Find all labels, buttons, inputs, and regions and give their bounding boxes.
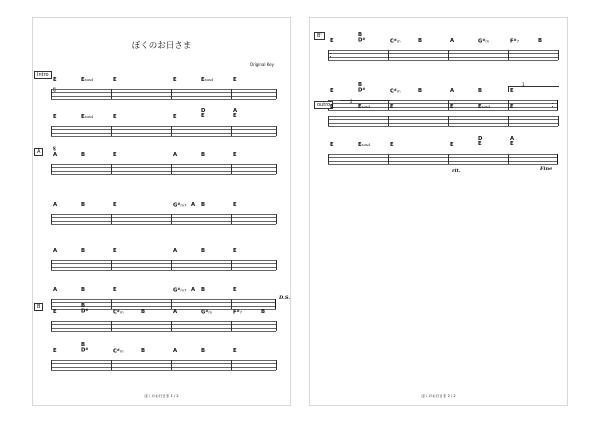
chord-B: B bbox=[81, 202, 86, 208]
chord-E: E bbox=[450, 104, 454, 110]
fine-mark: Fine bbox=[540, 166, 553, 172]
chord-A: A bbox=[191, 202, 196, 208]
chord-B-over-Ds: B D# bbox=[358, 32, 366, 44]
staff-system-7 bbox=[51, 303, 276, 331]
chord-B: B bbox=[201, 348, 206, 354]
chord-E: E bbox=[510, 104, 514, 110]
staff-system-3 bbox=[51, 152, 276, 174]
chord-E: E bbox=[390, 104, 394, 110]
chord-B: B bbox=[201, 202, 206, 208]
chord-B: B bbox=[141, 309, 146, 315]
chord-E: E bbox=[113, 287, 117, 293]
chord-E: E bbox=[53, 77, 57, 83]
chord-D-over-E: D E bbox=[201, 108, 206, 120]
chord-E: E bbox=[330, 104, 334, 110]
chord-A-over-E: A E bbox=[510, 136, 515, 148]
chord-A: A bbox=[191, 287, 196, 293]
chord-B-over-Ds: B D# bbox=[81, 303, 89, 315]
chord-A: A bbox=[173, 348, 178, 354]
original-key-label: Original Key bbox=[249, 62, 274, 67]
chord-Csm: C#m bbox=[390, 88, 401, 95]
rit-mark: rit. bbox=[452, 168, 461, 174]
chord-E: E bbox=[53, 309, 57, 315]
chord-B-over-Ds: B D# bbox=[358, 82, 366, 94]
staff-system-2 bbox=[51, 108, 276, 136]
chord-B: B bbox=[81, 287, 86, 293]
score-page-1 bbox=[32, 17, 291, 406]
staff-system-12 bbox=[328, 136, 558, 164]
repeat-end bbox=[552, 100, 555, 110]
chord-A-over-E: A E bbox=[233, 108, 238, 120]
staff-system-9 bbox=[328, 32, 558, 60]
segno-icon: 𝄋 bbox=[53, 86, 57, 94]
chord-B: B bbox=[201, 287, 206, 293]
chord-B: B bbox=[261, 309, 266, 315]
chord-E: E bbox=[233, 287, 237, 293]
page-footer: ぼくのお日さま 1 / 2 bbox=[144, 394, 179, 398]
chord-Csm: C#m bbox=[390, 38, 401, 45]
chord-B-over-Ds: B D# bbox=[81, 342, 89, 354]
chord-E: E bbox=[330, 38, 334, 44]
segno-icon: 𝄋 bbox=[53, 145, 57, 153]
song-title: ぼくのお日さま bbox=[131, 41, 192, 51]
chord-Csm: C#m bbox=[113, 348, 124, 355]
chord-E: E bbox=[233, 202, 237, 208]
chord-B: B bbox=[81, 152, 86, 158]
chord-E: E bbox=[390, 142, 394, 148]
section-intro-label: Intro bbox=[34, 71, 52, 79]
second-ending-bracket: 2 bbox=[340, 100, 390, 106]
chord-A: A bbox=[173, 152, 178, 158]
chord-Esus4: Esus4 bbox=[81, 114, 94, 120]
chord-B: B bbox=[81, 248, 86, 254]
chord-E: E bbox=[113, 152, 117, 158]
first-ending-bracket: 1 bbox=[508, 86, 559, 92]
chord-B: B bbox=[201, 152, 206, 158]
chord-B: B bbox=[478, 88, 483, 94]
page-footer: ぼくのお日さま 2 / 2 bbox=[421, 394, 456, 398]
staff-system-4 bbox=[51, 202, 276, 224]
section-b-label: B bbox=[34, 303, 43, 311]
chord-E: E bbox=[233, 152, 237, 158]
chord-B: B bbox=[418, 88, 423, 94]
chord-E: E bbox=[233, 77, 237, 83]
chord-B: B bbox=[418, 38, 423, 44]
chord-E: E bbox=[113, 248, 117, 254]
chord-Gsm: G#m bbox=[201, 309, 213, 316]
chord-A: A bbox=[53, 248, 58, 254]
chord-E: E bbox=[510, 88, 514, 94]
score-page-2 bbox=[309, 17, 568, 406]
chord-Esus4: Esus4 bbox=[358, 142, 371, 148]
chord-E: E bbox=[450, 142, 454, 148]
staff-system-5 bbox=[51, 248, 276, 270]
chord-A: A bbox=[173, 309, 178, 315]
staff-system-1 bbox=[51, 77, 276, 99]
chord-E: E bbox=[113, 114, 117, 120]
chord-E: E bbox=[233, 348, 237, 354]
chord-Gsm7: G#m7 bbox=[173, 202, 187, 209]
chord-E: E bbox=[330, 142, 334, 148]
chord-A: A bbox=[450, 38, 455, 44]
chord-E: E bbox=[113, 202, 117, 208]
staff-system-8 bbox=[51, 342, 276, 370]
section-bprime-label: B' bbox=[314, 32, 325, 40]
chord-Esus4: Esus4 bbox=[478, 104, 491, 110]
chord-Esus4: Esus4 bbox=[358, 104, 371, 110]
chord-A: A bbox=[53, 287, 58, 293]
chord-B: B bbox=[141, 348, 146, 354]
chord-E: E bbox=[173, 77, 177, 83]
chord-A: A bbox=[173, 248, 178, 254]
chord-B: B bbox=[538, 38, 543, 44]
chord-E: E bbox=[53, 348, 57, 354]
repeat-start bbox=[330, 50, 333, 60]
chord-Fs7: F#7 bbox=[510, 38, 520, 45]
chord-E: E bbox=[113, 77, 117, 83]
chord-A: A bbox=[53, 202, 58, 208]
chord-D-over-E: D E bbox=[478, 136, 483, 148]
chord-Fs7: F#7 bbox=[233, 309, 243, 316]
chord-A: A bbox=[53, 152, 58, 158]
chord-E: E bbox=[233, 248, 237, 254]
chord-Csm: C#m bbox=[113, 309, 124, 316]
chord-Gsm: G#m bbox=[478, 38, 490, 45]
chord-E: E bbox=[173, 114, 177, 120]
chord-B: B bbox=[201, 248, 206, 254]
section-outro-label: outro bbox=[314, 101, 333, 109]
staff-system-11 bbox=[328, 104, 558, 126]
chord-Gsm7: G#m7 bbox=[173, 287, 187, 294]
chord-Esus4: Esus4 bbox=[201, 77, 214, 83]
chord-A: A bbox=[450, 88, 455, 94]
chord-Esus4: Esus4 bbox=[81, 77, 94, 83]
section-a-label: A bbox=[34, 148, 43, 156]
chord-E: E bbox=[330, 88, 334, 94]
chord-E: E bbox=[53, 114, 57, 120]
ds-mark: D.S. bbox=[279, 295, 291, 301]
